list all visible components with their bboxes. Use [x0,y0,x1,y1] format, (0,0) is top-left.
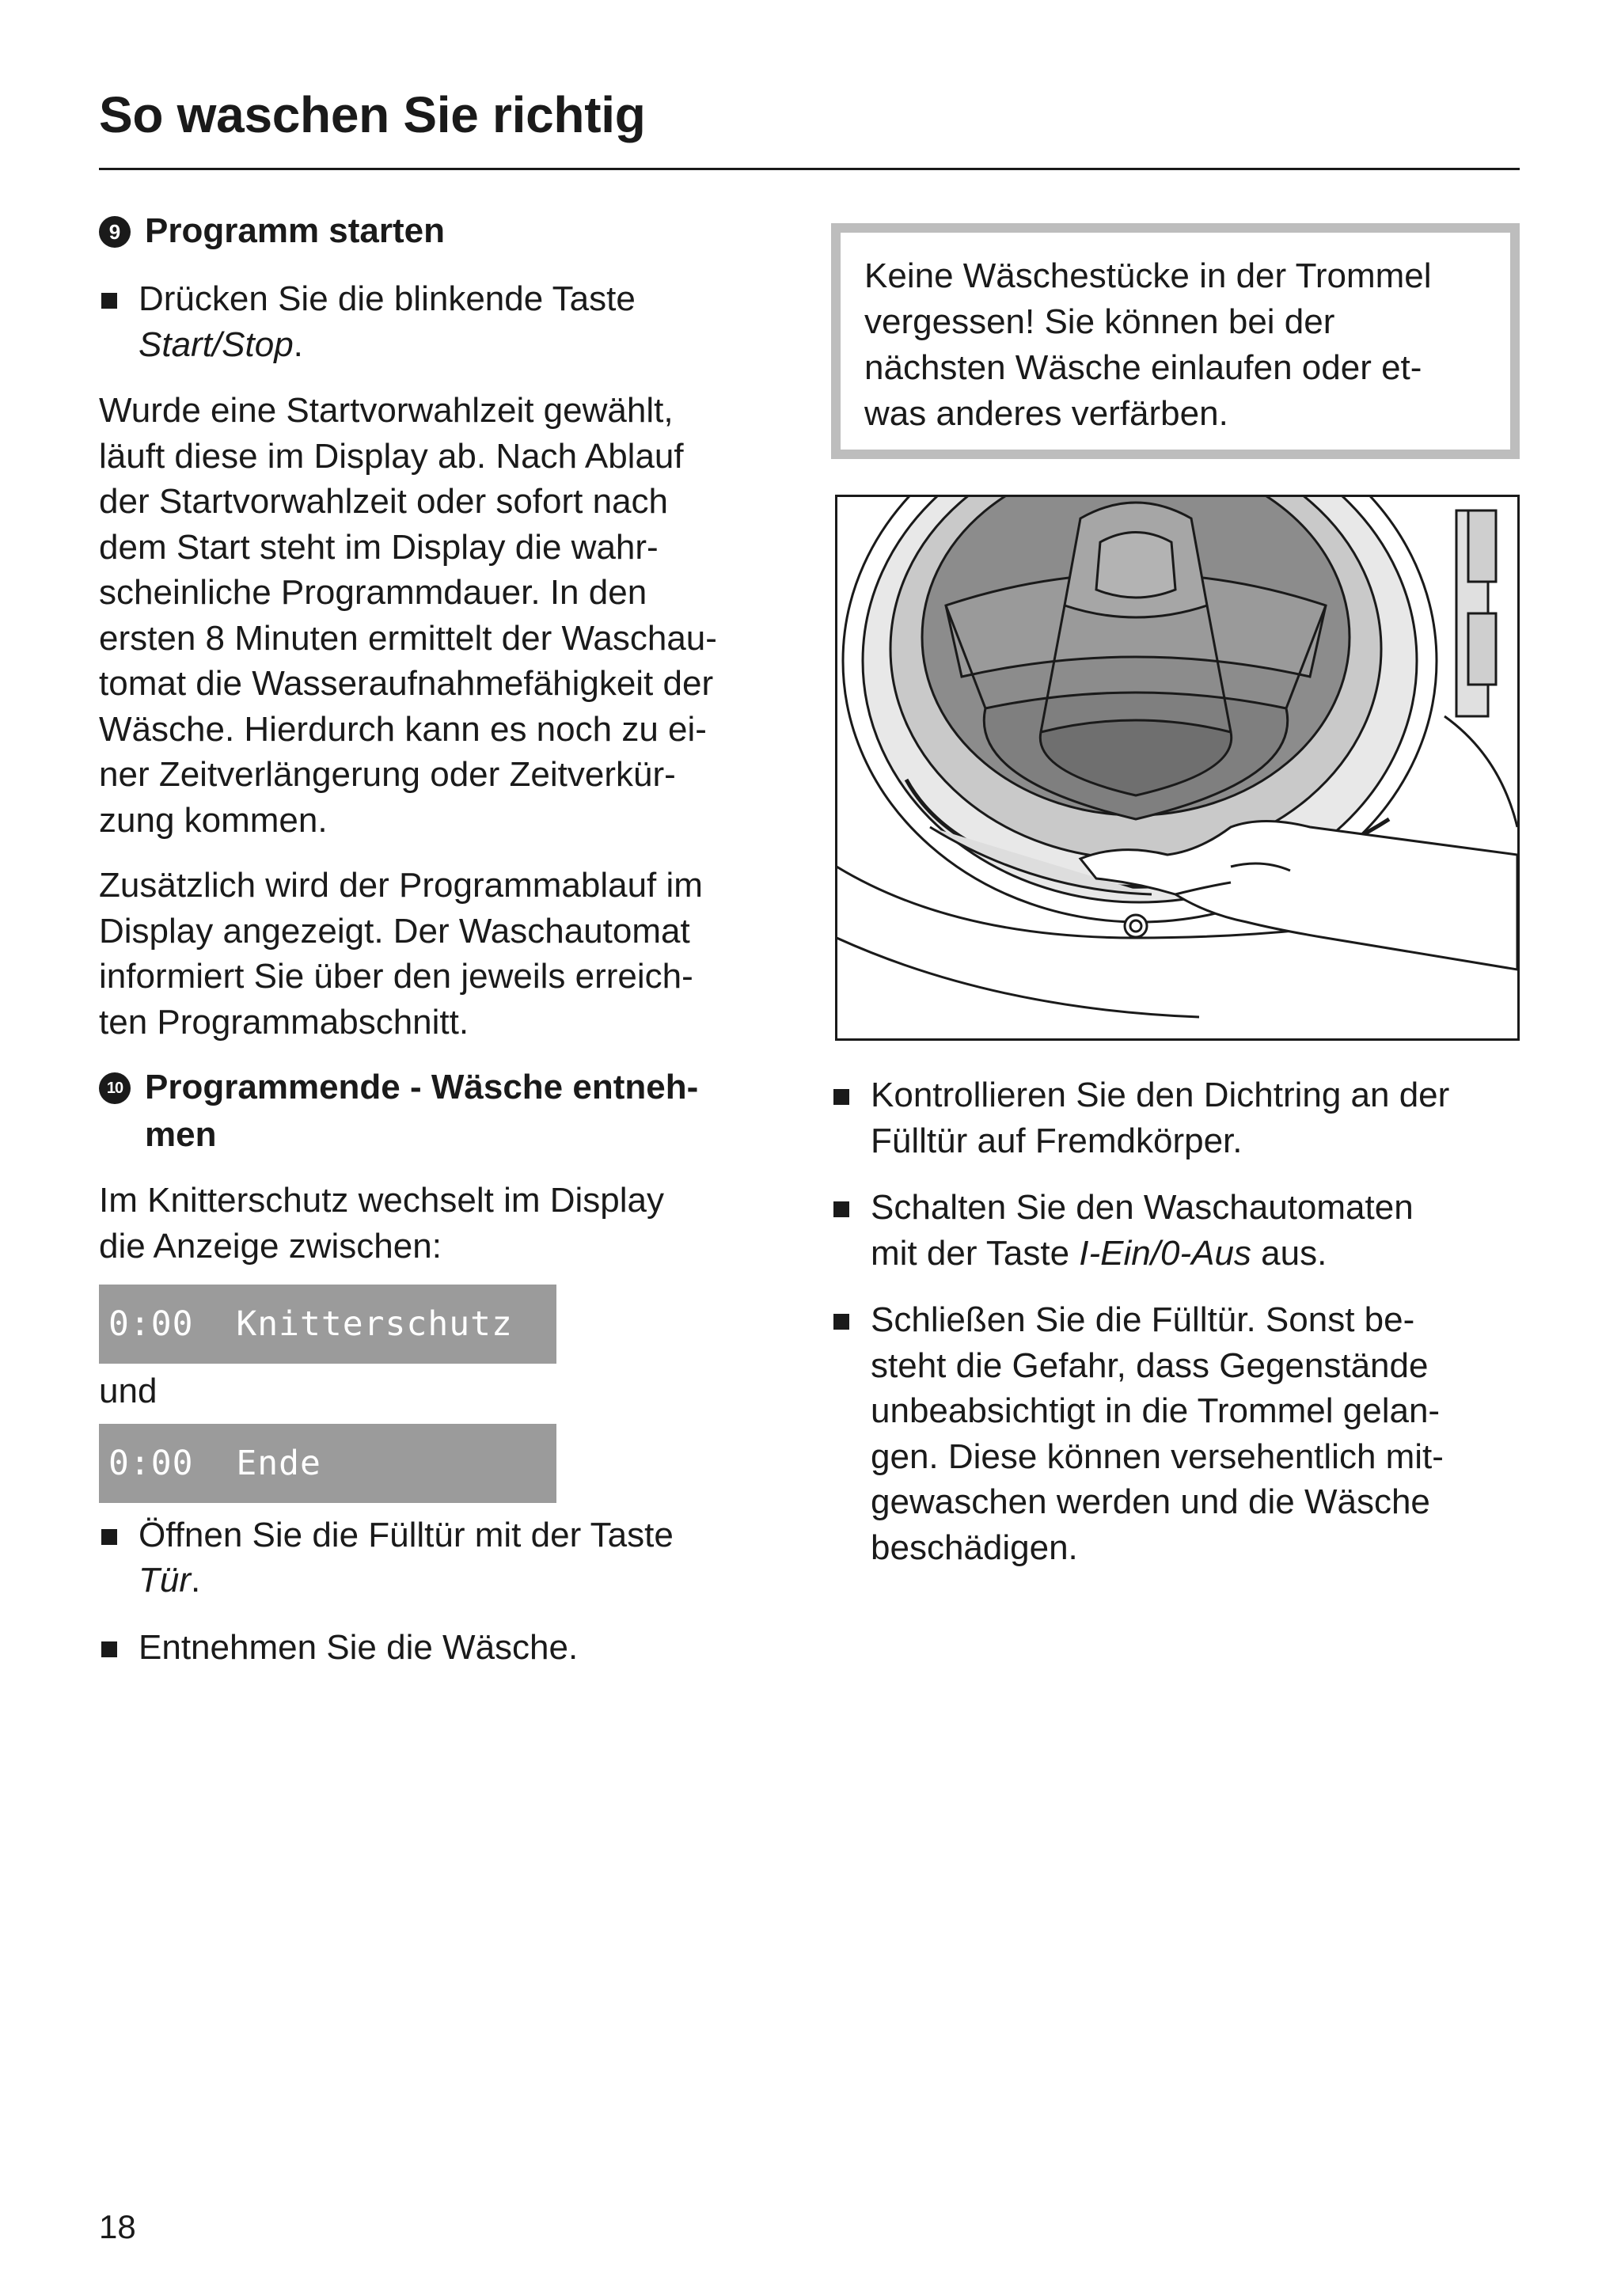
step-9-title: Programm starten [145,211,446,250]
step-10-number-icon: 10 [99,1072,131,1104]
bullet-square-icon [101,293,117,309]
title-rule [99,168,1520,170]
display-knitterschutz: 0:00 Knitterschutz [99,1285,556,1364]
bullet-open-door: Öffnen Sie die Fülltür mit der Taste Tür. [99,1512,795,1603]
bullet-text: Drücken Sie die blinkende Taste [139,279,636,318]
bullet-close-door: Schließen Sie die Fülltür. Sonst be- steht die Gefahr, dass Gegenstände unbeabsichtigt in die Trommel gelan- gen. Diese können versehentlich mit- gewaschen werden und die Wäsche beschädigen. [831,1297,1520,1570]
key-start-stop: Start/Stop [139,324,294,364]
page-title: So waschen Sie richtig [99,86,646,143]
step-9-number-icon: 9 [99,216,131,248]
illustration-drum-seal-check [835,495,1520,1041]
bullet-square-icon [101,1641,117,1657]
key-ein-aus: I-Ein/0-Aus [1079,1233,1251,1273]
page-number: 18 [99,2208,136,2245]
bullet-check-seal: Kontrollieren Sie den Dichtring an der Fülltür auf Fremdkörper. [831,1072,1520,1163]
right-column-instructions [831,1072,1520,1570]
warning-note-text: Keine Wäschestücke in der Trommel vergessen! Sie können bei der nächsten Wäsche einlaufen oder et- was anderes verfärben. [864,256,1432,433]
bullet-switch-off: Schalten Sie den Waschautomaten mit der Taste I-Ein/0-Aus aus. [831,1185,1520,1276]
paragraph-startvorwahl: Wurde eine Startvorwahlzeit gewählt, läuft diese im Display ab. Nach Ablauf der Startvorwahlzeit oder sofort nach dem Start steht im Display die wahr- scheinliche Programmdauer. In den ersten 8 Minuten ermittelt der Waschau- tomat die Wasseraufnahmefähigkeit der Wäsche. Hierdurch kann es noch zu ei- ner Zeitverlängerung oder Zeitverkür- zung kommen. [99,391,717,840]
bullet-square-icon [833,1201,849,1217]
bullet-press-start: Drücken Sie die blinkende Taste Start/Stop. [99,276,795,367]
connector-und: und [99,1372,158,1410]
step-10-title-line2: men [145,1115,217,1154]
step-10-heading [99,1064,795,1159]
key-tuer: Tür [139,1561,191,1600]
bullet-square-icon [833,1089,849,1105]
bullet-remove-laundry: Entnehmen Sie die Wäsche. [99,1625,795,1671]
step-10-title-line1: Programmende - Wäsche entneh- [145,1068,699,1106]
step-9-heading [99,207,795,255]
bullet-square-icon [833,1314,849,1330]
bullet-square-icon [101,1529,117,1545]
paragraph-knitterschutz: Im Knitterschutz wechselt im Display die Anzeige zwischen: [99,1181,664,1266]
paragraph-programmablauf: Zusätzlich wird der Programmablauf im Display angezeigt. Der Waschautomat informiert Sie über den jeweils erreich- ten Programmabschnitt. [99,866,703,1042]
washing-machine-drum-illustration [835,495,1520,1041]
display-ende: 0:00 Ende [99,1424,556,1503]
warning-note-box [831,223,1520,459]
left-column [99,207,795,1670]
